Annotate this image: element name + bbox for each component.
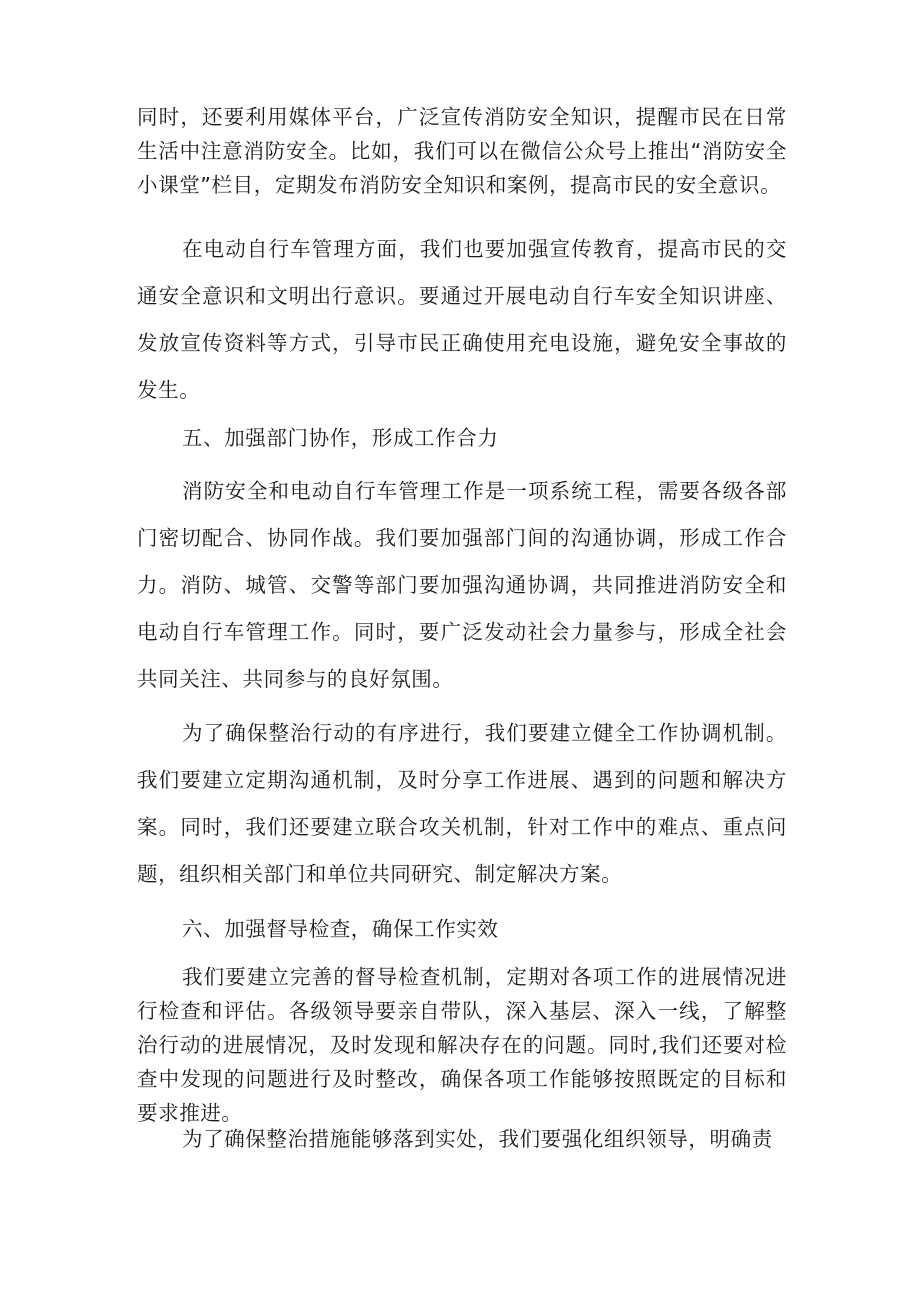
paragraph-organizational-leadership: 为了确保整治措施能够落到实处，我们要强化组织领导，明确责	[182, 1127, 773, 1151]
paragraph-media-publicity: 同时，还要利用媒体平台，广泛宣传消防安全知识，提醒市民在日常生活中注意消防安全。比如，我们可以在微信公众号上推出“消防安全小课堂”栏目，定期发布消防安全知识和案例，提高市民的安全意识。	[137, 105, 787, 197]
paragraph-department-cooperation: 消防安全和电动自行车管理工作是一项系统工程，需要各级各部门密切配合、协同作战。我们要加强部门间的沟通协调，形成工作合力。消防、城管、交警等部门要加强沟通协调，共同推进消防安全和电动自行车管理工作。同时，要广泛发动社会力量参与，形成全社会共同关注、共同参与的良好氛围。	[137, 479, 787, 691]
paragraph-coordination-mechanism: 为了确保整治行动的有序进行，我们要建立健全工作协调机制。我们要建立定期沟通机制，及时分享工作进展、遇到的问题和解决方案。同时，我们还要建立联合攻关机制，针对工作中的难点、重点问题，组织相关部门和单位共同研究、制定解决方案。	[137, 721, 787, 886]
section-heading-six: 六、加强督导检查，确保工作实效	[182, 917, 499, 941]
paragraph-ebike-education: 在电动自行车管理方面，我们也要加强宣传教育，提高市民的交通安全意识和文明出行意识。要通过开展电动自行车安全知识讲座、发放宣传资料等方式，引导市民正确使用充电设施，避免安全事故的发生。	[137, 237, 787, 402]
paragraph-supervision-mechanism: 我们要建立完善的督导检查机制，定期对各项工作的进展情况进行检查和评估。各级领导要亲自带队，深入基层、深入一线，了解整治行动的进展情况，及时发现和解决存在的问题。同时,我们还要对检查中发现的问题进行及时整改，确保各项工作能够按照既定的目标和要求推进。	[137, 965, 787, 1125]
section-heading-five: 五、加强部门协作，形成工作合力	[182, 426, 499, 450]
